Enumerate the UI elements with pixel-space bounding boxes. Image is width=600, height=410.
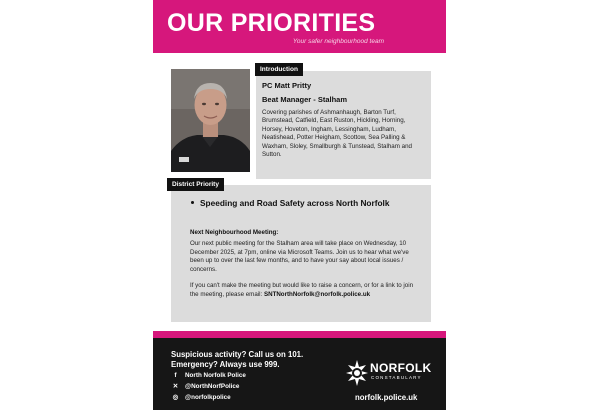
district-priority-tag: District Priority	[167, 178, 224, 191]
officer-role: Beat Manager - Stalham	[262, 95, 348, 104]
logo-wordmark: NORFOLK	[370, 361, 432, 375]
facebook-icon: f	[174, 372, 177, 379]
contact-paragraph	[190, 282, 422, 299]
next-meeting-heading: Next Neighbourhood Meeting:	[190, 229, 279, 236]
priority-item	[191, 198, 389, 208]
bullet-icon	[191, 201, 194, 204]
introduction-panel	[256, 71, 431, 179]
page-subtitle: Your safer neighbourhood team	[292, 38, 384, 45]
parishes-text: Covering parishes of Ashmanhaugh, Barton Turf, Brumstead, Catfield, East Ruston, Hickling, Horning, Horsey, Hoveton, Ingham, Lessingham, Ludham, Neatishead, Potter Heigham, Scottow, Sea Palling & Waxham, Sloley, Smallburgh & Tunstead, Stalham and Sutton.	[262, 109, 412, 159]
twitter-label: @NorthNorfPolice	[185, 383, 240, 390]
facebook-label: North Norfolk Police	[185, 372, 246, 379]
accent-divider	[153, 331, 446, 338]
priority-text: Speeding and Road Safety across North Norfolk	[200, 198, 390, 208]
contact-email-link[interactable]: SNTNorthNorfolk@norfolk.police.uk	[263, 290, 371, 298]
police-crest-icon	[346, 360, 368, 386]
social-instagram[interactable]	[171, 393, 231, 401]
footer	[153, 338, 446, 410]
next-meeting-text: Our next public meeting for the Stalham area will take place on Wednesday, 10 December 2025, at 7pm, online via Microsoft Teams. Join us to hear what we've been up to over the last few months, and to have your say about local issues / concerns.	[190, 240, 409, 273]
officer-name: PC Matt Pritty	[262, 81, 312, 90]
website-link[interactable]: norfolk.police.uk	[355, 393, 418, 402]
instagram-icon: ◎	[172, 394, 179, 401]
introduction-tag: Introduction	[255, 63, 303, 76]
poster	[153, 0, 446, 410]
norfolk-constabulary-logo	[346, 360, 432, 386]
district-priority-panel	[171, 185, 431, 322]
twitter-icon: ✕	[172, 383, 179, 390]
logo-subtitle: CONSTABULARY	[371, 375, 422, 380]
page-title: OUR PRIORITIES	[167, 9, 376, 37]
header-banner	[153, 0, 446, 53]
social-facebook[interactable]	[171, 372, 246, 379]
contact-text: If you can't make the meeting but would like to raise a concern, or for a link to join the meeting, please email:	[190, 282, 414, 298]
officer-photo	[171, 69, 250, 172]
instagram-label: @norfolkpolice	[185, 394, 231, 401]
social-twitter[interactable]	[171, 382, 239, 390]
non-emergency-line: Suspicious activity? Call us on 101.	[171, 350, 304, 359]
emergency-line: Emergency? Always use 999.	[171, 360, 280, 369]
